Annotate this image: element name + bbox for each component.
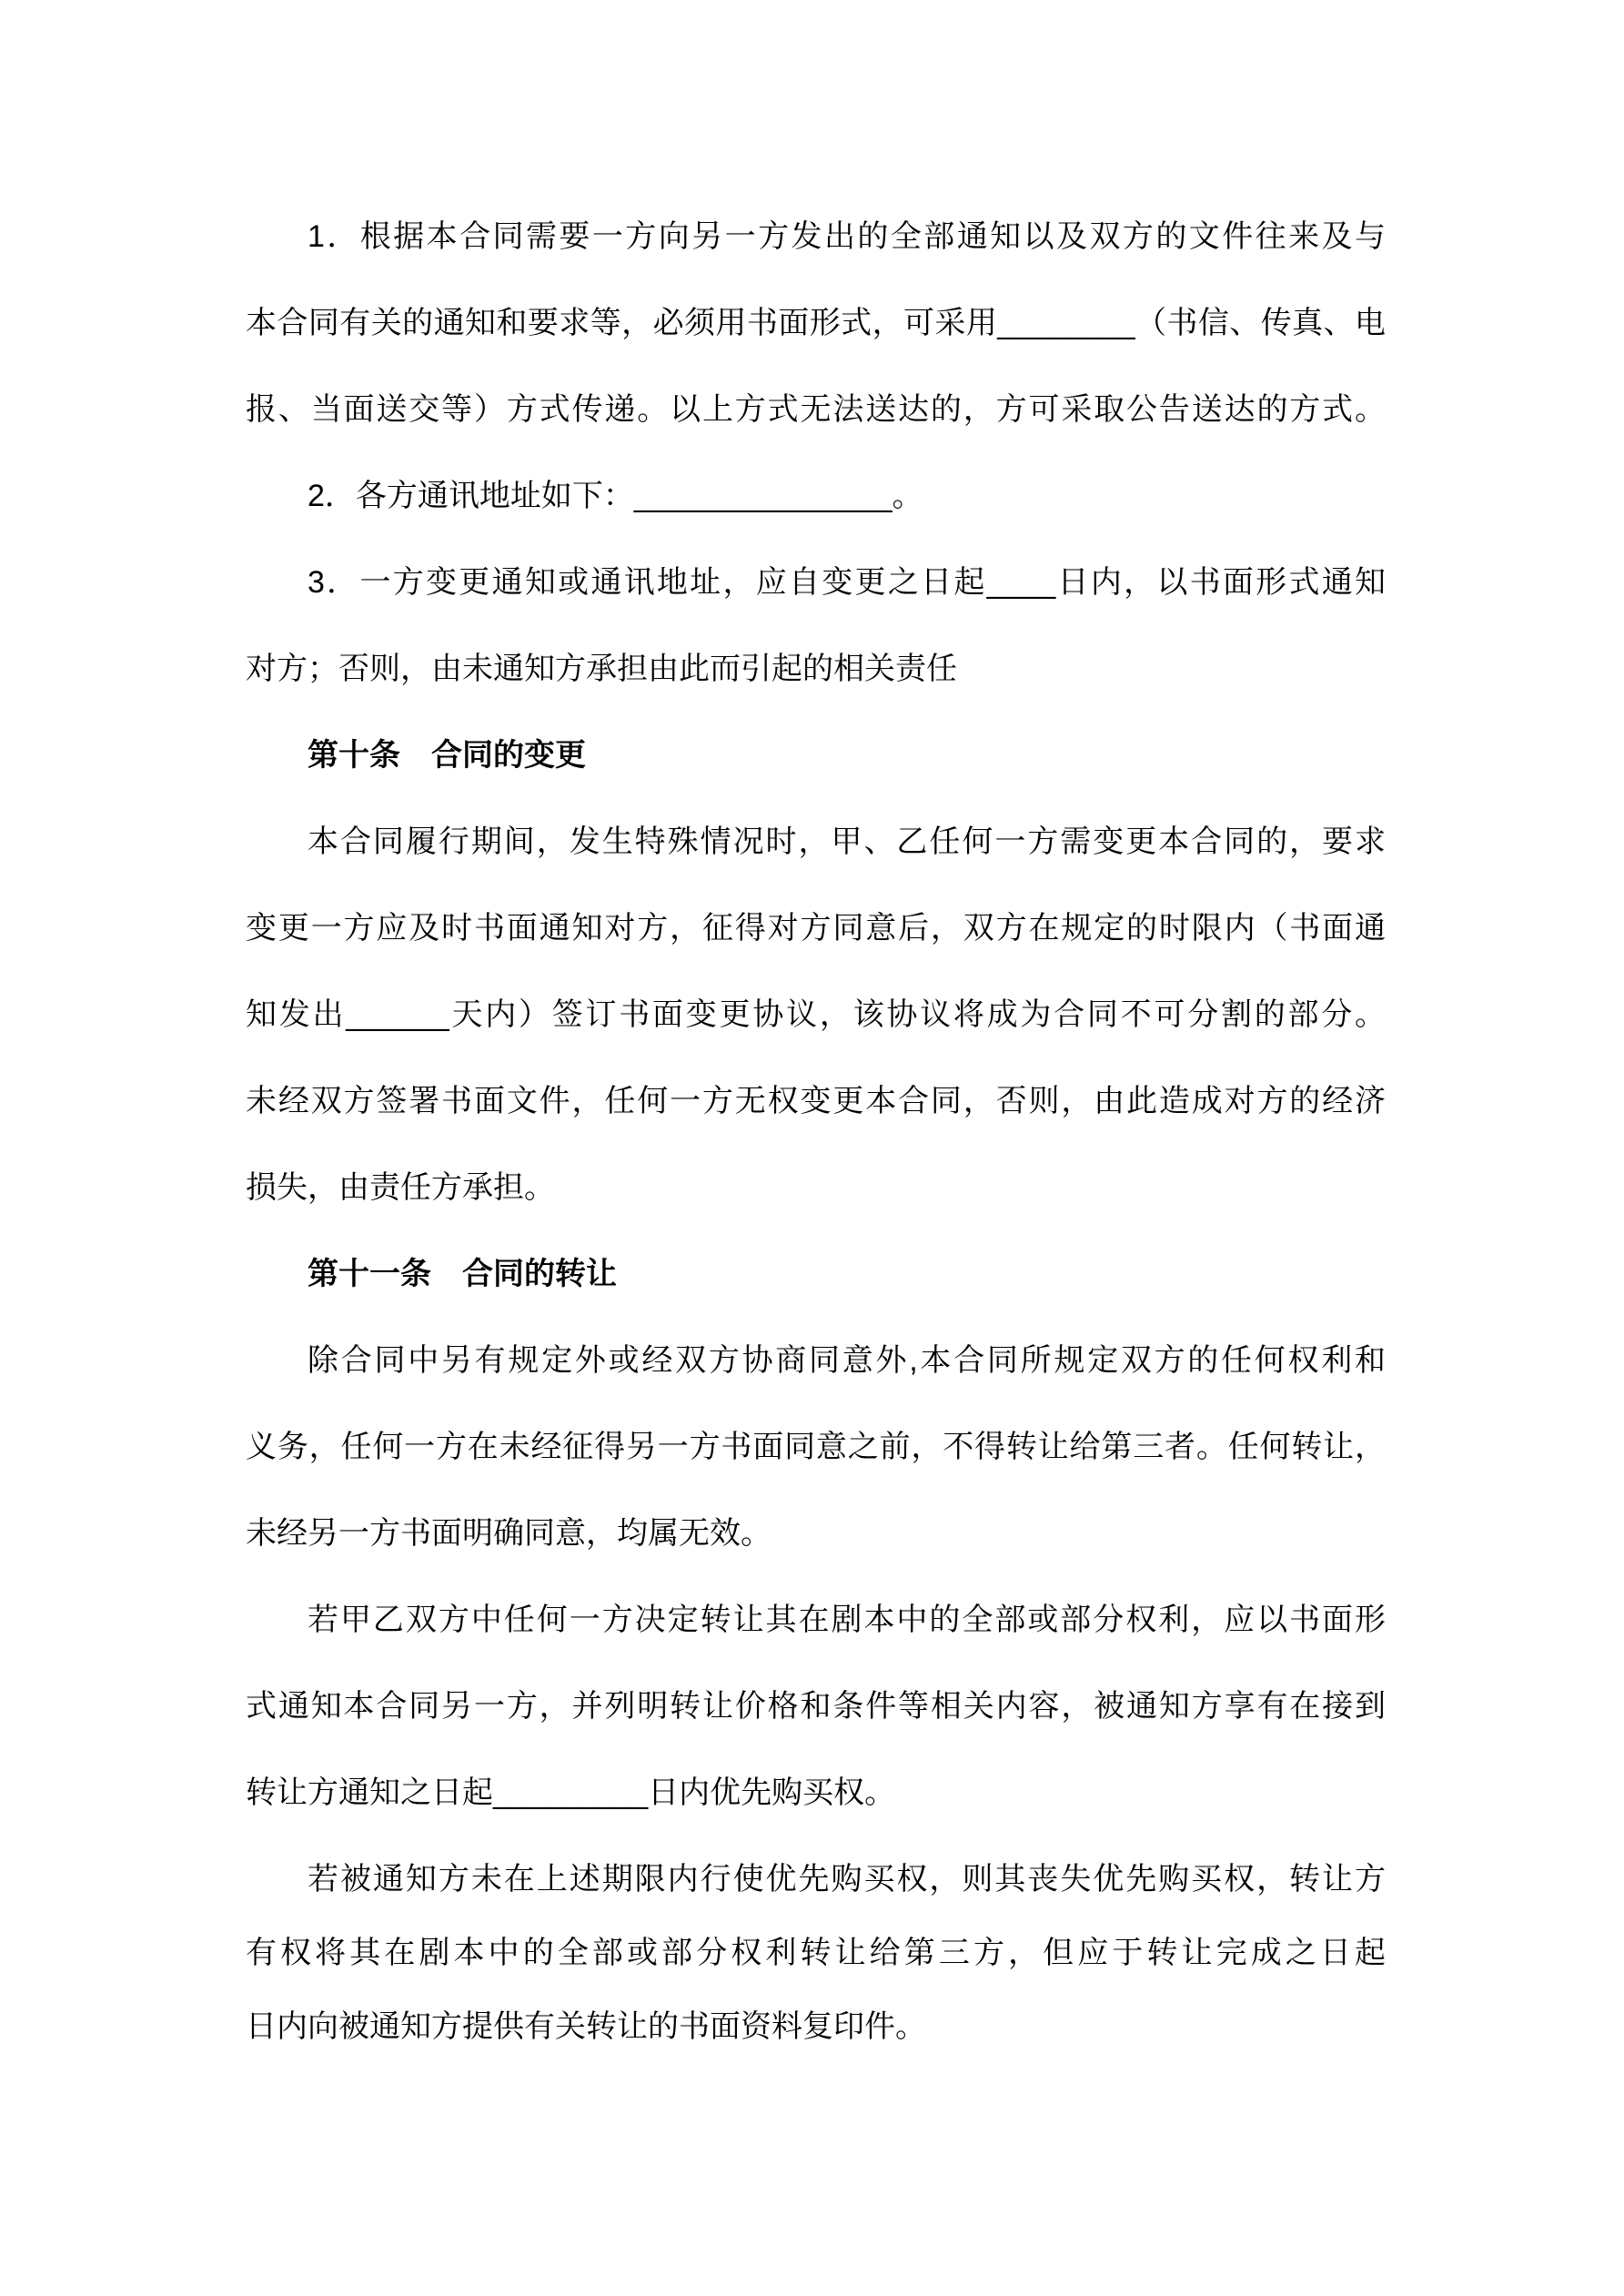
text-line: 未经另一方书面明确同意，均属无效。 <box>246 1516 772 1551</box>
text-line: 有权将其在剧本中的全部或部分权利转让给第三方，但应于转让完成之日起 <box>246 1936 1386 1970</box>
text-line: 日内向被通知方提供有关转让的书面资料复印件。 <box>246 2009 926 2044</box>
text-line: 除合同中另有规定外或经双方协商同意外,本合同所规定双方的任何权利和 <box>308 1343 1386 1378</box>
text-line: 报、当面送交等）方式传递。以上方式无法送达的，方可采取公告送达的方式。 <box>246 392 1386 427</box>
text-line: 若被通知方未在上述期限内行使优先购买权，则其丧失优先购买权，转让方 <box>308 1862 1386 1896</box>
text-line: 转让方通知之日起_________日内优先购买权。 <box>246 1775 896 1810</box>
section-heading: 第十条 合同的变更 <box>308 738 586 773</box>
text-line: 2．各方通讯地址如下：_______________。 <box>308 479 923 513</box>
text-line: 1．根据本合同需要一方向另一方发出的全部通知以及双方的文件往来及与 <box>308 219 1386 254</box>
text-line: 变更一方应及时书面通知对方，征得对方同意后，双方在规定的时限内（书面通 <box>246 911 1386 946</box>
text-line: 义务，任何一方在未经征得另一方书面同意之前，不得转让给第三者。任何转让， <box>246 1430 1386 1464</box>
section-heading: 第十一条 合同的转让 <box>308 1257 617 1291</box>
document-body <box>246 194 1386 2070</box>
text-line: 未经双方签署书面文件，任何一方无权变更本合同，否则，由此造成对方的经济 <box>246 1084 1386 1118</box>
text-line: 若甲乙双方中任何一方决定转让其在剧本中的全部或部分权利，应以书面形 <box>308 1603 1386 1637</box>
text-line: 损失，由责任方承担。 <box>246 1170 555 1205</box>
text-line: 3．一方变更通知或通讯地址，应自变更之日起____日内，以书面形式通知 <box>308 565 1386 600</box>
text-line: 知发出______天内）签订书面变更协议，该协议将成为合同不可分割的部分。 <box>246 997 1386 1032</box>
text-line: 本合同履行期间，发生特殊情况时，甲、乙任何一方需变更本合同的，要求 <box>308 824 1386 859</box>
text-line: 式通知本合同另一方，并列明转让价格和条件等相关内容，被通知方享有在接到 <box>246 1689 1386 1724</box>
text-line: 本合同有关的通知和要求等，必须用书面形式，可采用________（书信、传真、电 <box>246 306 1386 340</box>
text-line: 对方；否则，由未通知方承担由此而引起的相关责任 <box>246 652 957 686</box>
